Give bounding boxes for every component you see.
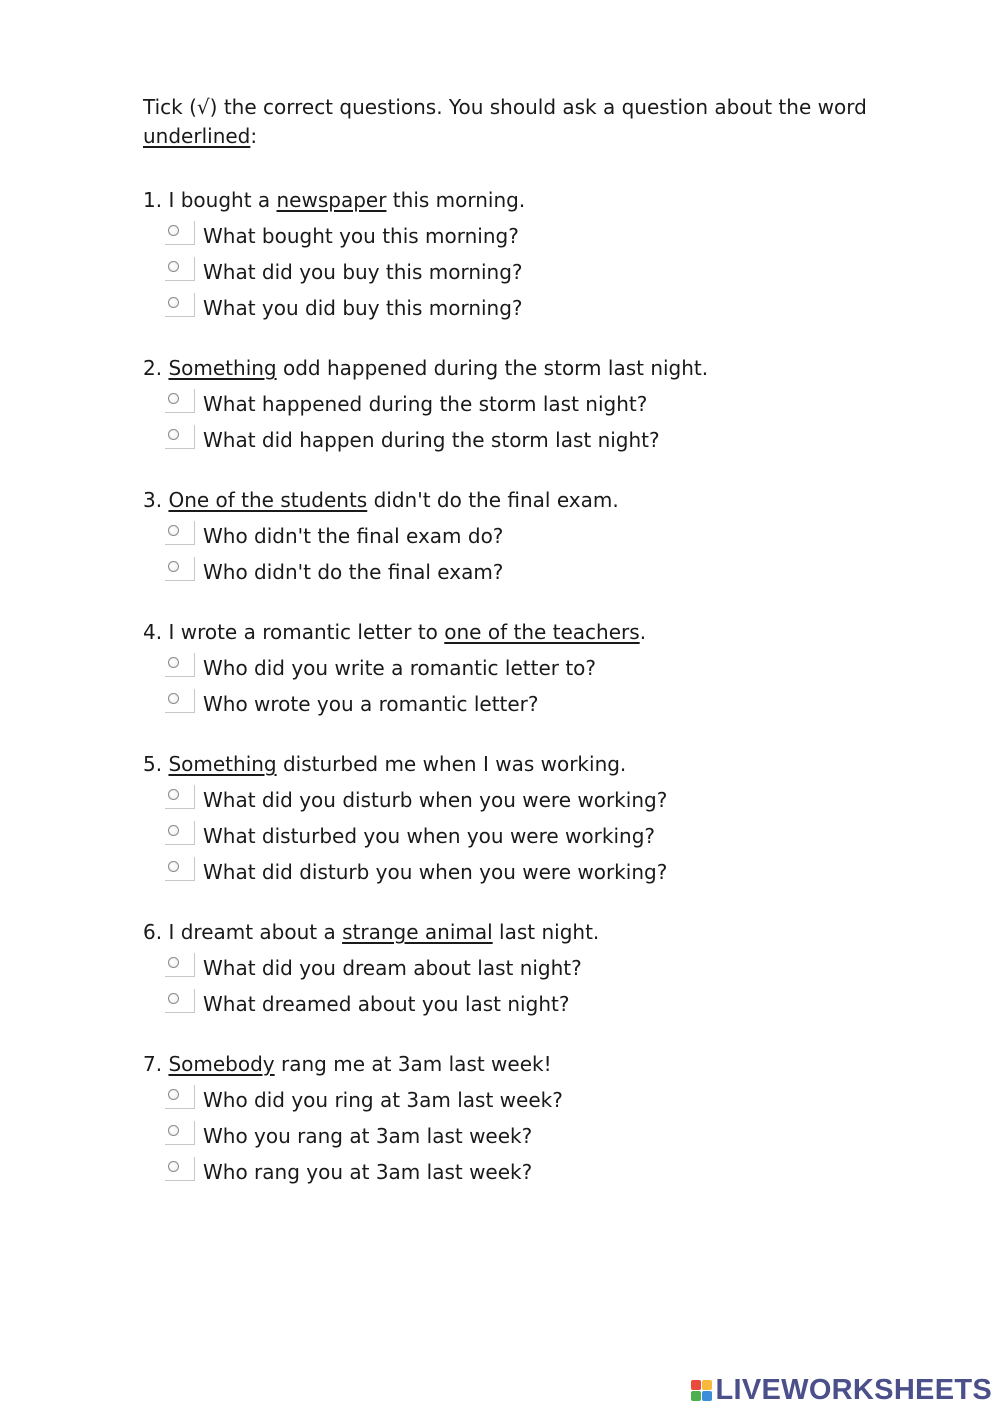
question-number: 1. [143, 188, 163, 212]
question-text: this morning. [386, 188, 526, 212]
question-text: odd happened during the storm last night. [276, 356, 709, 380]
question-stem [143, 914, 963, 950]
answer-option-text: What did you buy this morning? [203, 260, 523, 284]
question-underlined-phrase: strange animal [342, 920, 493, 944]
answer-option-text: What happened during the storm last night? [203, 392, 648, 416]
question-3 [143, 482, 963, 590]
answer-option[interactable] [143, 818, 963, 854]
question-underlined-phrase: newspaper [276, 188, 387, 212]
radio-button[interactable] [165, 1085, 195, 1109]
answer-option[interactable] [143, 518, 963, 554]
radio-button[interactable] [165, 557, 195, 581]
radio-button[interactable] [165, 821, 195, 845]
question-text: last night. [492, 920, 600, 944]
radio-button[interactable] [165, 1121, 195, 1145]
question-underlined-phrase: Something [168, 356, 277, 380]
question-text: I wrote a romantic letter to [168, 620, 445, 644]
question-number: 7. [143, 1052, 163, 1076]
question-2 [143, 350, 963, 458]
answer-option-text: Who rang you at 3am last week? [203, 1160, 533, 1184]
answer-option[interactable] [143, 1118, 963, 1154]
answer-option-text: Who didn't do the final exam? [203, 560, 504, 584]
question-text: rang me at 3am last week! [274, 1052, 552, 1076]
answer-option[interactable] [143, 650, 963, 686]
answer-option[interactable] [143, 290, 963, 326]
radio-button[interactable] [165, 653, 195, 677]
instructions-trailing: : [250, 124, 258, 148]
instructions-text: ) the correct questions. You should ask a question about the word [209, 95, 867, 119]
answer-option-text: What did you disturb when you were working? [203, 788, 668, 812]
answer-option[interactable] [143, 950, 963, 986]
question-stem [143, 746, 963, 782]
answer-option-text: What did disturb you when you were working? [203, 860, 668, 884]
logo-icon [691, 1380, 712, 1401]
question-text: I bought a [168, 188, 277, 212]
radio-button[interactable] [165, 785, 195, 809]
answer-option-text: Who you rang at 3am last week? [203, 1124, 533, 1148]
answer-option-text: Who did you write a romantic letter to? [203, 656, 597, 680]
answer-option-text: What bought you this morning? [203, 224, 519, 248]
instructions-underlined-word: underlined [143, 124, 251, 148]
answer-option-text: Who wrote you a romantic letter? [203, 692, 539, 716]
radio-button[interactable] [165, 1157, 195, 1181]
question-number: 4. [143, 620, 163, 644]
question-list [143, 182, 963, 1214]
radio-button[interactable] [165, 425, 195, 449]
question-number: 5. [143, 752, 163, 776]
instructions [143, 93, 943, 151]
question-6 [143, 914, 963, 1022]
instructions-text: Tick ( [143, 95, 197, 119]
answer-option[interactable] [143, 218, 963, 254]
answer-option-text: Who did you ring at 3am last week? [203, 1088, 563, 1112]
question-number: 6. [143, 920, 163, 944]
answer-option-text: What did you dream about last night? [203, 956, 582, 980]
answer-option[interactable] [143, 986, 963, 1022]
answer-option[interactable] [143, 854, 963, 890]
answer-option-text: What did happen during the storm last night? [203, 428, 660, 452]
answer-option[interactable] [143, 254, 963, 290]
logo-square [691, 1391, 701, 1401]
question-underlined-phrase: one of the teachers [444, 620, 640, 644]
question-underlined-phrase: Something [168, 752, 277, 776]
answer-option[interactable] [143, 686, 963, 722]
question-stem [143, 482, 963, 518]
logo-square [702, 1380, 712, 1390]
question-stem [143, 1046, 963, 1082]
brand-name: LIVEWORKSHEETS [715, 1374, 992, 1406]
logo-square [691, 1380, 701, 1390]
radio-button[interactable] [165, 689, 195, 713]
question-underlined-phrase: Somebody [168, 1052, 275, 1076]
question-1 [143, 182, 963, 326]
question-stem [143, 182, 963, 218]
answer-option[interactable] [143, 782, 963, 818]
answer-option[interactable] [143, 1082, 963, 1118]
tick-symbol: √ [196, 95, 210, 119]
radio-button[interactable] [165, 221, 195, 245]
radio-button[interactable] [165, 989, 195, 1013]
question-5 [143, 746, 963, 890]
question-7 [143, 1046, 963, 1190]
radio-button[interactable] [165, 293, 195, 317]
radio-button[interactable] [165, 953, 195, 977]
question-text: I dreamt about a [168, 920, 343, 944]
answer-option[interactable] [143, 386, 963, 422]
answer-option[interactable] [143, 1154, 963, 1190]
question-number: 2. [143, 356, 163, 380]
question-text: didn't do the final exam. [367, 488, 619, 512]
answer-option-text: What you did buy this morning? [203, 296, 523, 320]
question-text: disturbed me when I was working. [276, 752, 627, 776]
question-stem [143, 614, 963, 650]
answer-option[interactable] [143, 422, 963, 458]
radio-button[interactable] [165, 389, 195, 413]
radio-button[interactable] [165, 521, 195, 545]
question-text: . [639, 620, 647, 644]
question-underlined-phrase: One of the students [168, 488, 368, 512]
answer-option-text: What dreamed about you last night? [203, 992, 570, 1016]
liveworksheets-logo [691, 1374, 993, 1407]
question-4 [143, 614, 963, 722]
logo-square [702, 1391, 712, 1401]
radio-button[interactable] [165, 257, 195, 281]
question-number: 3. [143, 488, 163, 512]
answer-option-text: Who didn't the final exam do? [203, 524, 504, 548]
answer-option-text: What disturbed you when you were working? [203, 824, 656, 848]
question-stem [143, 350, 963, 386]
answer-option[interactable] [143, 554, 963, 590]
radio-button[interactable] [165, 857, 195, 881]
